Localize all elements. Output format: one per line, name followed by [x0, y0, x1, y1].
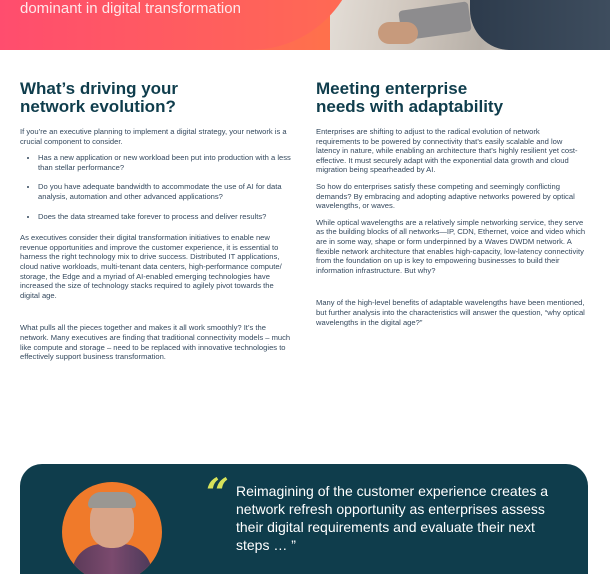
- right-paragraph-2: So how do enterprises satisfy these competing and seemingly conflicting demands? By embracing and adopting adaptive networks powered by optical wavelengths, or waves.: [316, 181, 575, 211]
- right-paragraph-1: Enterprises are shifting to adjust to the radical evolution of network requirements to be powered by connectivity that’s easily scalable and low latency in nature, while enabling an architecture that’s highly resilient yet cost-effective. It must securely adapt with the exponential data growth and cloud migration being spearheaded by AI.: [316, 127, 578, 175]
- quote-text: Reimagining of the customer experience creates a network refresh opportunity as enterprises assess their digital requirements and evaluate their next steps … ”: [236, 483, 549, 553]
- avatar-hair: [88, 492, 136, 508]
- quote-card: [20, 464, 588, 574]
- left-paragraph-1: As executives consider their digital transformation initiatives to enable new revenue opportunities and improve the customer experience, it is essential to harness the right technology mix to drive success. Distributed IT applications, cloud native workloads, multi-tenant data centers, high-performance compute/ storage, the Edge and a myriad of AI-enabled emerging technologies have increased the size of technology stacks required to agilely pivot towards the digital age.: [20, 233, 282, 300]
- quote-mark-icon: “: [206, 470, 230, 517]
- left-heading-line2: network evolution?: [20, 97, 176, 116]
- left-paragraph-2: What pulls all the pieces together and makes it all work smoothly? It’s the network. Many executives are finding that traditional connectivity models – much like compute and storage – need to be replaced with innovative technologies to effectively support business transformation.: [20, 323, 291, 362]
- banner-photo-hand: [378, 22, 418, 44]
- left-heading: [20, 80, 292, 116]
- left-heading-line1: What’s driving your: [20, 79, 179, 98]
- spacer: [316, 282, 586, 298]
- question-item: • Do you have adequate bandwidth to accommodate the use of AI for data analysis, automation and other advanced applications?: [38, 182, 292, 201]
- banner-photo-person: [470, 0, 610, 50]
- question-item: • Does the data streamed take forever to process and deliver results?: [38, 212, 292, 222]
- question-list: [20, 153, 292, 221]
- question-item: • Has a new application or new workload been put into production with a less than stellar performance?: [38, 153, 292, 172]
- right-paragraph-4: Many of the high-level benefits of adaptable wavelengths have been mentioned, but further analysis into the characteristics will answer the question, “why optical wavelengths in the digital age?”: [316, 298, 585, 327]
- right-paragraph-3: While optical wavelengths are a relatively simple networking service, they serve as the building blocks of all networks—IP, CDN, Ethernet, voice and video which are in some way, shape or form underpinned by a Waves DWDM network. A flexible network architecture that enables high-capacity, low-latency connectivity from the foundation on up is key to empowering businesses to build their information infrastructure. But why?: [316, 217, 586, 275]
- avatar-shirt: [72, 544, 152, 574]
- avatar: [62, 482, 162, 574]
- hero-banner: [0, 0, 610, 50]
- right-column: [316, 80, 586, 334]
- left-column: [20, 80, 292, 369]
- spacer: [20, 307, 292, 323]
- left-intro: If you’re an executive planning to implement a digital strategy, your network is a crucial component to consider.: [20, 127, 287, 146]
- right-heading-line2: needs with adaptability: [316, 97, 504, 116]
- right-heading-line1: Meeting enterprise: [316, 79, 468, 98]
- right-heading: [316, 80, 586, 116]
- banner-tagline: dominant in digital transformation: [20, 0, 241, 17]
